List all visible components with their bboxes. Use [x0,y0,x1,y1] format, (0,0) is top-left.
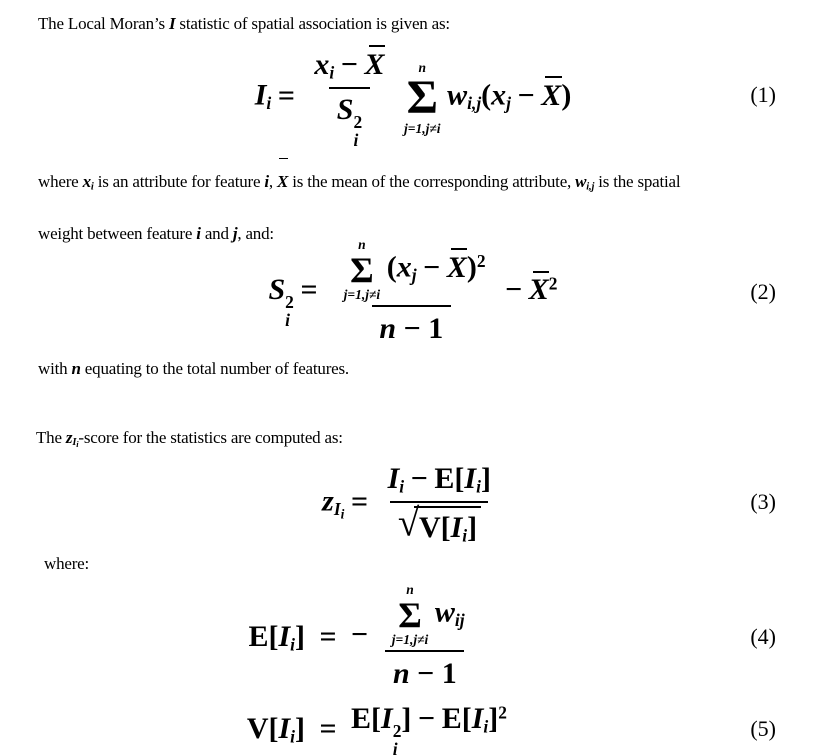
text: is the spatial [594,172,681,191]
fraction-denominator [372,305,451,347]
paragraph-line-1 [38,158,680,210]
variance-open: V[ [418,511,451,545]
fraction-numerator [378,582,472,650]
close-paren: ) [466,250,477,284]
supsub-stack [353,113,362,150]
fraction-numerator [380,460,498,501]
math-sub-ij: i,j [586,181,595,193]
minus-sign: − [417,702,436,736]
math-sub-i: i [476,476,481,497]
math-var-n: n [392,656,410,690]
math-var-I: I [168,14,176,33]
text: where: [44,554,90,573]
math-subsub-i: i [76,439,79,450]
intro-text-1: The Local Moran’s [38,14,169,33]
equation-2 [0,236,826,348]
math-var-I: I [464,462,477,495]
expectation-open: E[ [248,620,279,653]
close-bracket: ] [467,511,478,545]
math-sub-i: i [266,93,272,114]
summation [404,60,440,137]
math-sub-I-label: I [333,498,341,519]
math-sup-2: 2 [498,702,507,723]
summation [392,582,428,647]
close-bracket: ] [488,702,499,736]
close-bracket: ] [401,702,412,736]
equals-sign: = [351,484,369,518]
math-var-I: I [381,702,393,736]
sigma-operator: Σ [350,249,374,290]
sigma-operator: Σ [406,71,438,125]
math-sup-2: 2 [476,251,486,272]
equation-5 [0,700,826,755]
math-var-Xbar: X [541,77,561,115]
close-paren: ) [561,78,572,112]
math-sub-ij: i,j [467,93,482,114]
math-var-x: x [491,78,507,112]
math-var-I: I [278,712,291,746]
sum-upper-limit: n [418,59,427,75]
math-var-i: i [196,224,201,244]
minus-sign: − [505,273,523,307]
math-sup-2: 2 [392,720,402,741]
minus-sign: − [351,617,369,651]
sum-lower-limit: j=1,j≠i [391,631,429,647]
equation-1-body [255,46,572,150]
fraction-denominator [329,87,369,150]
text: -score for the statistics are computed as: [78,428,343,447]
math-var-I: I [471,702,484,736]
open-paren: ( [386,250,397,284]
equation-5-equals [305,710,351,748]
math-var-w: w [575,172,587,191]
math-var-S: S [336,93,354,127]
math-sub-I [333,498,345,522]
minus-one: − 1 [409,656,457,690]
equals-sign: = [300,273,318,307]
minus-sign: − [517,78,535,112]
math-var-x: x [82,172,91,191]
equation-5-rhs [351,700,691,755]
math-var-I: I [387,462,400,495]
radical-sign: √ [397,501,420,545]
math-sub-i: i [90,181,94,193]
math-var-Xbar: X [277,158,288,205]
summation [344,237,380,302]
math-var-i: i [264,172,269,191]
math-var-n: n [379,311,397,345]
fraction-numerator [330,237,494,305]
math-var-S: S [268,273,286,307]
math-sub-i: i [392,739,398,755]
text: is the mean of the corresponding attribute, [288,172,576,191]
math-sub-i: i [483,716,489,737]
math-sub-i: i [329,62,335,83]
math-var-Xbar: X [447,249,467,287]
equals-sign: = [277,78,295,112]
equation-2-number: (2) [750,279,776,304]
sigma-operator: Σ [398,594,422,635]
equation-4-rhs [351,582,691,692]
math-sub-i: i [399,476,405,497]
minus-sign: − [410,462,428,495]
sum-upper-limit: n [406,582,414,597]
fraction [330,237,494,347]
fraction-denominator [390,501,488,547]
math-var-Xbar: X [529,271,549,309]
minus-sign: − [340,48,358,81]
math-var-I: I [278,620,291,653]
text: with [38,359,72,378]
variance-open: V[ [246,712,279,746]
paragraph-where-2 [44,554,89,574]
math-var-Xbar: X [365,46,385,84]
equation-1 [0,46,826,151]
text: is an attribute for feature [93,172,265,191]
math-sub-i: i [290,726,295,747]
text: The [36,428,66,447]
math-sub-j: j [506,93,511,114]
paragraph-intro [38,14,450,34]
math-sup-2: 2 [285,291,294,312]
text: and [200,224,233,244]
equation-3 [0,460,826,544]
equation-3-body [322,460,504,547]
equation-group-4-5 [0,582,826,755]
square-root [397,501,481,548]
fraction [378,582,472,692]
expectation-open: E[ [434,462,465,495]
equation-4-equals [305,618,351,656]
supsub-stack [285,293,294,330]
math-var-x: x [396,250,412,284]
equation-2-body [268,237,557,347]
close-bracket: ] [295,712,305,746]
paragraph-with-n [38,359,349,379]
fraction [380,460,498,547]
math-sub-ij: ij [454,609,465,630]
math-sub-i: i [353,130,359,151]
math-var-x: x [314,48,330,81]
math-var-n: n [71,359,81,378]
equals-sign: = [319,620,337,654]
equation-5-number: (5) [750,716,776,742]
text: weight between feature [38,224,197,244]
math-var-j: j [232,224,238,244]
paragraph-zscore [36,428,343,450]
math-sup-2: 2 [548,273,558,294]
text: equating to the total number of features. [80,359,349,378]
radicand [414,506,481,548]
math-sup-2: 2 [353,112,363,133]
text: , and: [237,224,274,244]
math-var-z: z [322,484,334,518]
math-sub-j: j [411,265,417,286]
equation-4 [0,582,826,692]
math-var-z: z [65,428,73,447]
fraction-numerator [307,46,392,87]
math-var-w: w [434,595,455,629]
math-subsub-i: i [340,506,345,522]
expectation-open: E[ [441,702,472,736]
sum-lower-limit: j=1,j≠i [343,286,381,302]
minus-one: − 1 [396,311,444,345]
minus-sign: − [423,250,441,284]
expectation-open: E[ [351,702,381,736]
sum-lower-limit: j=1,j≠i [404,120,441,136]
math-sub-i: i [285,310,291,331]
fraction [307,46,392,150]
math-var-w: w [447,78,468,112]
text: where [38,172,83,191]
fraction-denominator [385,650,464,692]
math-sub-I-label: I [72,437,77,449]
sum-upper-limit: n [358,237,366,253]
equals-sign: = [319,712,337,746]
equation-4-lhs [135,618,305,656]
close-bracket: ] [295,620,305,653]
text: , [268,172,278,191]
intro-text-2: statistic of spatial association is given as: [175,14,450,33]
open-paren: ( [481,78,492,112]
math-var-I: I [254,78,267,112]
equation-3-number: (3) [750,489,776,514]
math-sub-i: i [462,525,468,546]
close-bracket: ] [480,462,491,495]
equation-1-number: (1) [750,82,776,107]
equation-4-number: (4) [750,624,776,650]
math-var-I: I [450,511,463,545]
math-sub-i: i [290,634,295,655]
equation-5-lhs [135,710,305,748]
